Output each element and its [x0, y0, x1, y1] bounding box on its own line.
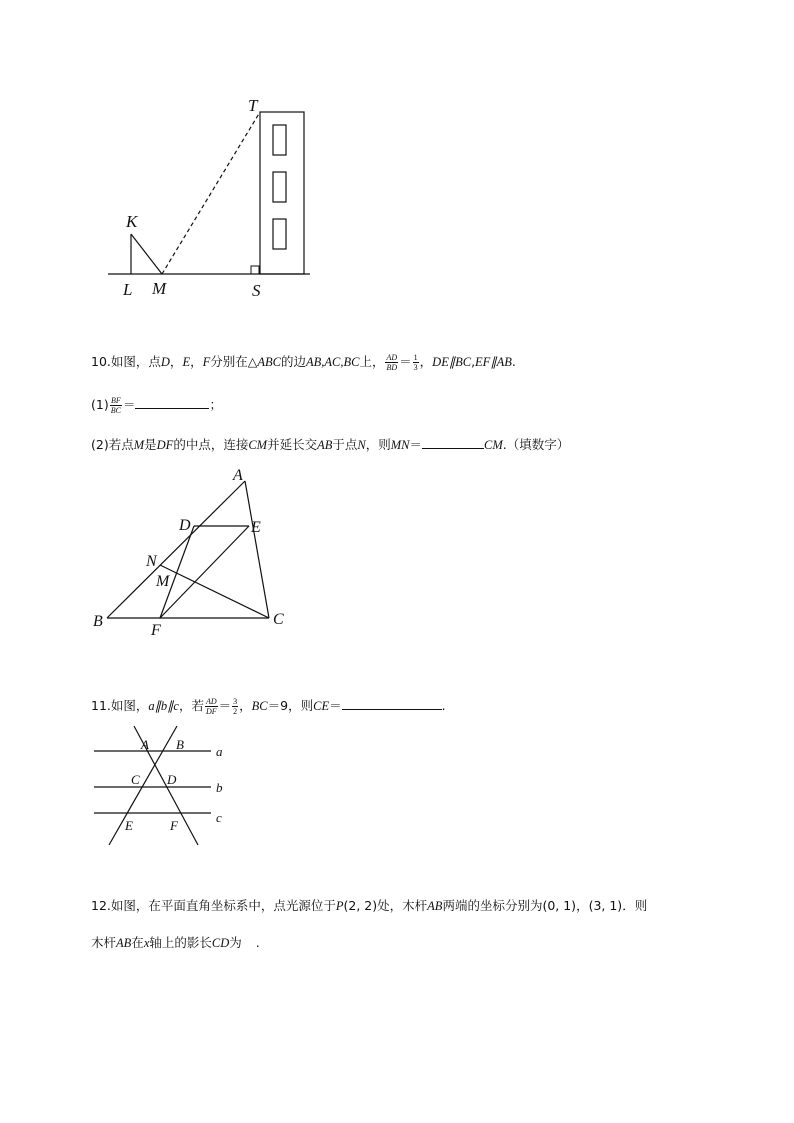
building-window-1	[273, 125, 286, 155]
sight-line-mt	[162, 112, 260, 274]
segment-df	[160, 526, 194, 618]
label-k: K	[126, 212, 138, 231]
label-e-point: E	[125, 818, 133, 833]
label-line-a: a	[216, 744, 223, 759]
label-c-point: C	[131, 772, 140, 787]
label-m: M	[152, 279, 167, 298]
label-a-point: A	[141, 737, 149, 752]
label-s: S	[252, 281, 261, 300]
label-l: L	[123, 280, 133, 299]
building	[260, 112, 304, 274]
side-ac	[245, 481, 269, 618]
fraction-three-halves: $\frac{3}{2}$	[233, 697, 238, 716]
label-a: A	[233, 467, 243, 484]
answer-blank-q10-1[interactable]	[135, 397, 209, 409]
figure-parallel-lines-q11	[90, 722, 250, 852]
figure-triangle-q10	[90, 462, 300, 642]
label-d: D	[179, 517, 191, 534]
side-ba	[107, 481, 245, 618]
right-angle-mark	[251, 266, 259, 274]
answer-blank-q10-2[interactable]	[422, 437, 484, 449]
fraction-ad-bd: $\frac{AD}{BD}$	[386, 353, 398, 372]
label-b-point: B	[176, 737, 184, 752]
label-c: C	[273, 611, 284, 628]
shadow-km	[131, 234, 162, 274]
q12-statement-line2: 木杆AB在x轴上的影长CD为 .	[91, 935, 260, 950]
label-t: T	[248, 96, 258, 115]
q12-statement-line1: 12.如图，在平面直角坐标系中，点光源位于P(2, 2)处，木杆AB两端的坐标分别为(0, 1)，(3, 1)．则	[91, 898, 648, 913]
label-line-b: b	[216, 780, 223, 795]
q11-statement: 11.如图，a∥b∥c，若 $\frac{AD}{DF}$ ＝ $\frac{3}{2}$ ，BC＝9，则CE＝ .	[91, 697, 446, 716]
q10-statement: 10.如图，点D，E，F分别在△ABC的边AB,AC,BC上， $\frac{AD}{BD}$ ＝ $\frac{1}{3}$ ，DE∥BC,EF∥AB.	[91, 353, 516, 372]
fraction-ad-df: $\frac{AD}{DF}$	[205, 697, 217, 716]
label-f: F	[151, 622, 161, 639]
label-line-c: c	[216, 810, 222, 825]
label-e: E	[251, 519, 261, 536]
label-n: N	[146, 553, 157, 570]
q10-part2: (2)若点M是DF的中点，连接CM并延长交AB于点N，则MN＝ CM.（填数字）	[91, 437, 570, 452]
label-d-point: D	[167, 772, 177, 787]
building-window-2	[273, 172, 286, 202]
segment-nc	[160, 565, 269, 618]
label-b: B	[93, 613, 103, 630]
fraction-one-third: $\frac{1}{3}$	[413, 353, 418, 372]
label-f-point: F	[170, 818, 178, 833]
figure-building-shadow	[100, 90, 320, 305]
answer-blank-q11[interactable]	[342, 698, 442, 710]
q10-part1: (1) $\frac{BF}{BC}$ ＝ ；	[91, 396, 222, 415]
fraction-bf-bc: $\frac{BF}{BC}$	[110, 396, 121, 415]
building-window-3	[273, 219, 286, 249]
label-m: M	[156, 573, 170, 590]
